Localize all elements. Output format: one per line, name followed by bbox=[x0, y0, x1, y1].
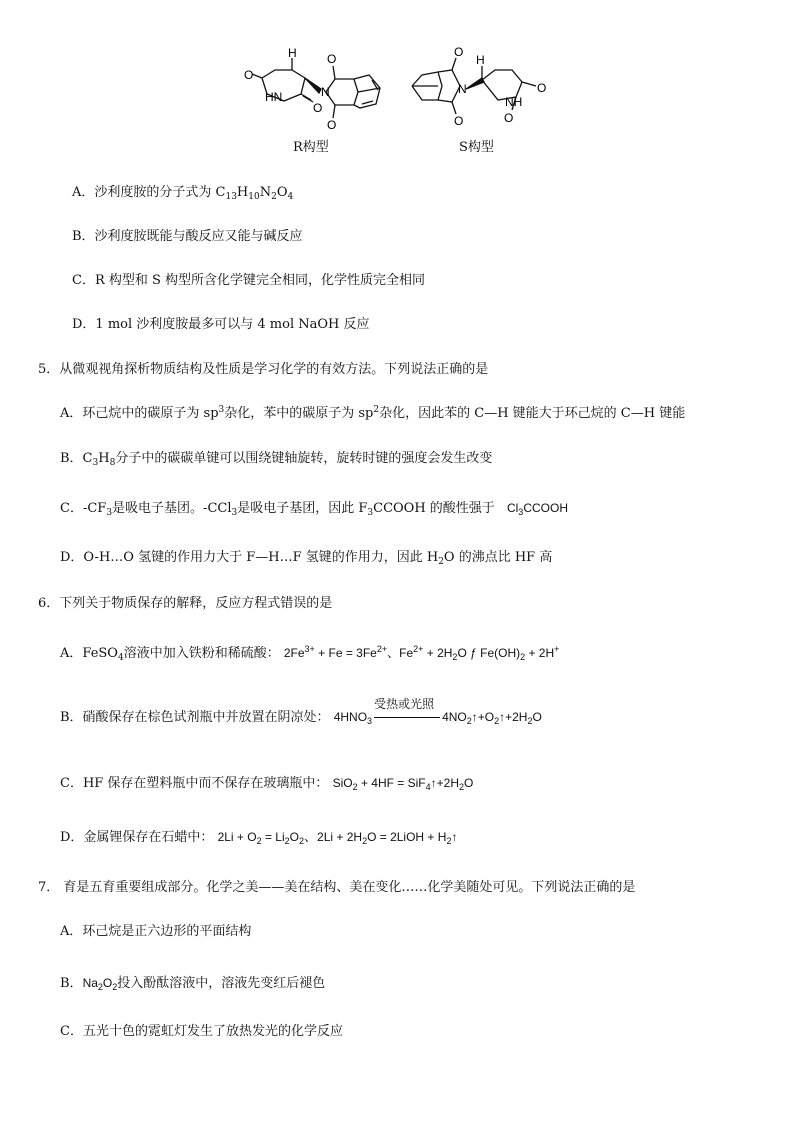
atom-o-4: O bbox=[327, 118, 337, 132]
atom-o-5: O bbox=[454, 45, 464, 59]
thalidomide-structures bbox=[0, 0, 794, 160]
q6-option-c: C．HF 保存在塑料瓶中而不保存在玻璃瓶中： $SiO_2 + 4HF = SiF_4↑+2H_2O$ bbox=[60, 776, 474, 792]
q7-stem: 7． 育是五育重要组成部分。化学之美——美在结构、美在变化……化学美随处可见。下列说法正确的是 bbox=[38, 880, 636, 895]
atom-o-2: O bbox=[313, 101, 323, 115]
atom-hn: HN bbox=[265, 90, 283, 104]
r-config-label: R构型 bbox=[293, 140, 329, 155]
atom-n-2: N bbox=[458, 82, 467, 96]
q4-option-d: D．1 mol 沙利度胺最多可以与 4 mol NaOH 反应 bbox=[72, 317, 370, 332]
atom-o-3: O bbox=[327, 52, 337, 66]
q6-stem: 6．下列关于物质保存的解释，反应方程式错误的是 bbox=[38, 596, 333, 611]
q4-option-a: A．沙利度胺的分子式为 $C_{13}H_{10}N_2O_4$ bbox=[72, 185, 294, 202]
atom-o-8: O bbox=[504, 111, 514, 125]
q5-option-a: A．环己烷中的碳原子为 $sp^3$杂化，苯中的碳原子为 $sp^2$杂化，因此苯的 C—H 键能大于环己烷的 C—H 键能 bbox=[60, 405, 686, 421]
q5-option-c: C．$-CF_3$是吸电子基团。-CCl$_3$是吸电子基团，因此 $F_3CCOOH$ 的酸性强于 $Cl_3CCOOH$ bbox=[60, 501, 568, 518]
atom-n-1: N bbox=[321, 85, 330, 99]
q7-option-a: A．环己烷是正六边形的平面结构 bbox=[60, 924, 252, 939]
q7-option-c: C．五光十色的霓虹灯发生了放热发光的化学反应 bbox=[60, 1024, 343, 1039]
q6-option-d: D．金属锂保存在石蜡中： $2Li + O_2 = Li_2O_2$、$2Li + 2H_2O$ = 2LiOH + $H_2↑$ bbox=[60, 830, 458, 846]
s-config-label: S构型 bbox=[459, 140, 494, 155]
atom-o-7: O bbox=[537, 81, 547, 95]
q5-option-d: D．O-H…O 氢键的作用力大于 F—H…F 氢键的作用力，因此 $H_2O$ 的沸点比 HF 高 bbox=[60, 550, 553, 567]
q6-option-b: B．硝酸保存在棕色试剂瓶中并放置在阴凉处： $4HNO_3$ 受热或光照 $4NO_2↑+O_2↑+2H_2O$ bbox=[60, 697, 542, 726]
q5-stem: 5．从微观视角探析物质结构及性质是学习化学的有效方法。下列说法正确的是 bbox=[38, 362, 489, 377]
q7-option-b: B．$Na_2O_2$投入酚酞溶液中，溶液先变红后褪色 bbox=[60, 976, 326, 992]
q4-option-b: B．沙利度胺既能与酸反应又能与碱反应 bbox=[72, 229, 303, 244]
atom-o-6: O bbox=[454, 114, 464, 128]
q6-option-a: A．FeSO$_4$溶液中加入铁粉和稀硫酸： $2Fe^{3+} + Fe = 3Fe^{2+}$、$Fe^{2+} + 2H_2O$ ƒ $Fe(OH)_2 + 2H^+$ bbox=[60, 644, 560, 663]
atom-o-1: O bbox=[244, 68, 254, 82]
q4-option-c: C．R 构型和 S 构型所含化学键完全相同，化学性质完全相同 bbox=[72, 273, 426, 288]
reaction-condition-arrow: 受热或光照 bbox=[372, 708, 442, 726]
atom-h-2: H bbox=[476, 53, 485, 67]
q5-option-b: B．$C_3H_8$分子中的碳碳单键可以围绕键轴旋转，旋转时键的强度会发生改变 bbox=[60, 451, 493, 468]
atom-nh: NH bbox=[505, 95, 523, 109]
atom-h-1: H bbox=[288, 46, 297, 60]
